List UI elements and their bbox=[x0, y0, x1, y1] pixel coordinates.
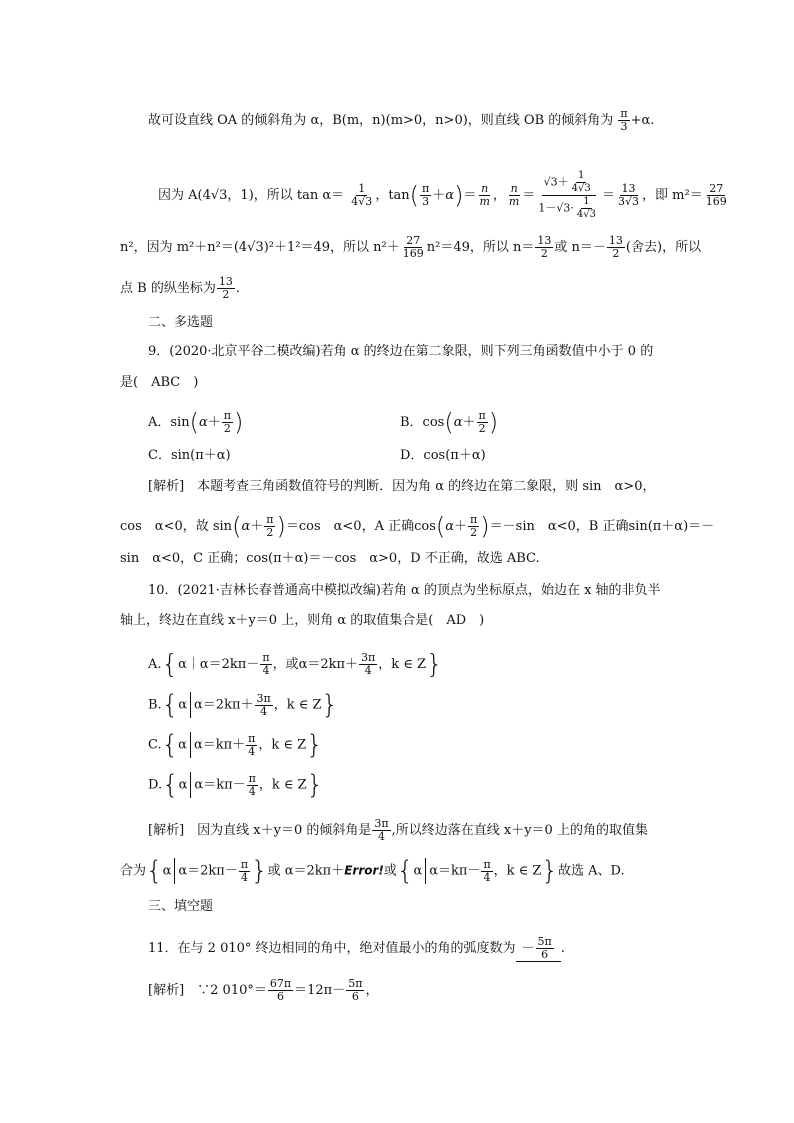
fraction: $\frac{13}{2}$ bbox=[218, 275, 233, 301]
q10-option-d: D.{α α＝kπ－ $\frac{\pi}{4}$ ，k ∈ Z} bbox=[148, 770, 324, 800]
fraction: $\frac{n}{m}$ bbox=[508, 182, 520, 208]
compound-fraction: √3＋ $\frac{1}{4√3}$ 1－√3· $\frac{1}{4√3}$ bbox=[538, 170, 596, 220]
paragraph-line: 因为 A(4√3，1)，所以 tan α＝ $\frac{1}{4√3}$ ，tan( $\frac{\pi}{3}$ ＋α)＝ $\frac{n}{m}$ ， $\frac{n}{m}$ ＝ √3＋ $\frac{1}{4√3}$ 1－√3· $\frac{1}{4√3}$ ＝ $\frac{13}{3√3}$ ，即 m²＝ $\frac{27}{169}$ bbox=[158, 170, 727, 220]
text: ，tan bbox=[375, 188, 410, 203]
fraction: $\frac{13}{3√3}$ bbox=[618, 182, 640, 208]
q10-solution-line2: 合为{α α＝2kπ－ $\frac{\pi}{4}$ }或 α＝2kπ＋Error!或{α α＝kπ－ $\frac{\pi}{4}$ ，k ∈ Z}故选 A、D. bbox=[120, 856, 625, 886]
option-a: A．sin(α＋ $\frac{\pi}{2}$ ) bbox=[148, 408, 244, 437]
fraction: $\frac{n}{m}$ bbox=[479, 182, 490, 208]
fraction: $\frac{1}{4√3}$ bbox=[351, 182, 373, 208]
text: 因为 A(4√3，1)，所以 tan α＝ bbox=[158, 188, 345, 203]
paragraph-line: 点 B 的纵坐标为 $\frac{13}{2}$ . bbox=[120, 275, 240, 301]
q9-solution-line3: sin α<0，C 正确；cos(π＋α)＝－cos α>0，D 不正确，故选 ABC. bbox=[120, 551, 540, 566]
paragraph-line bbox=[148, 108, 654, 133]
text: 故可设直线 OA 的倾斜角为 α，B(m，n)(m>0，n>0)，则直线 OB 的倾斜角为 bbox=[148, 113, 614, 128]
fraction: $\frac{27}{169}$ bbox=[402, 234, 424, 260]
q10-option-a: A.{α｜α＝2kπ－ $\frac{\pi}{4}$ ，或α＝2kπ＋ $\frac{3\pi}{4}$ ，k ∈ Z} bbox=[148, 649, 443, 680]
question-10-line1: 10．(2021·吉林长春普通高中模拟改编)若角 α 的顶点为坐标原点，始边在 x 轴的非负半 bbox=[148, 583, 661, 598]
question-9-line1: 9．(2020·北京平谷二模改编)若角 α 的终边在第二象限，则下列三角函数值中小于 0 的 bbox=[148, 344, 654, 359]
q9-solution-line1: [解析] 本题考查三角函数值符号的判断．因为角 α 的终边在第二象限，则 sin α>0， bbox=[148, 479, 656, 494]
error-marker: Error! bbox=[344, 863, 384, 878]
section-heading: 三、填空题 bbox=[148, 899, 214, 914]
answer-blank: － $\frac{5\pi}{6}$ bbox=[516, 936, 561, 962]
left-paren: ( bbox=[409, 181, 420, 210]
fraction: $\frac{13}{2}$ bbox=[537, 234, 552, 260]
option-c: C．sin(π＋α) bbox=[148, 448, 231, 463]
paragraph-line: n²，因为 m²＋n²＝(4√3)²＋1²＝49，所以 n²＋ $\frac{27}{169}$ n²＝49，所以 n＝ $\frac{13}{2}$ 或 n＝－ $\frac{13}{2}$ (舍去)，所以 bbox=[120, 234, 702, 260]
q9-solution-line2: cos α<0，故 sin(α＋ $\frac{\pi}{2}$ )＝cos α<0，A 正确cos(α＋ $\frac{\pi}{2}$ )＝－sin α<0，B 正确sin(π＋α)＝－ bbox=[120, 512, 715, 541]
right-paren: ) bbox=[454, 181, 464, 210]
q10-solution-line1: [解析] 因为直线 x＋y＝0 的倾斜角是 $\frac{3\pi}{4}$ ,所以终边落在直线 x＋y＝0 上的角的取值集 bbox=[148, 817, 648, 843]
option-b: B．cos(α＋ $\frac{\pi}{2}$ ) bbox=[400, 408, 499, 437]
question-9-line2: 是( ABC ) bbox=[120, 375, 199, 390]
q10-option-b: B.{α α＝2kπ＋ $\frac{3\pi}{4}$ ，k ∈ Z} bbox=[148, 690, 339, 720]
fraction: $\frac{27}{169}$ bbox=[705, 182, 727, 208]
q10-option-c: C.{α α＝kπ＋ $\frac{\pi}{4}$ ，k ∈ Z} bbox=[148, 730, 323, 760]
q11-solution: [解析] ∵2 010°＝ $\frac{67\pi}{6}$ ＝12π－ $\frac{5\pi}{6}$ ， bbox=[148, 977, 379, 1003]
question-10-line2: 轴上，终边在直线 x＋y＝0 上，则角 α 的取值集合是( AD ) bbox=[120, 613, 485, 628]
fraction: $\frac{13}{2}$ bbox=[608, 234, 623, 260]
fraction: $\frac{\pi}{3}$ bbox=[422, 182, 430, 208]
text: +α. bbox=[630, 113, 655, 128]
question-11: 11．在与 2 010° 终边相同的角中，绝对值最小的角的弧度数为 － $\frac{5\pi}{6}$ . bbox=[148, 935, 565, 961]
option-d: D．cos(π＋α) bbox=[400, 448, 486, 463]
fraction: $\frac{\pi}{3}$ bbox=[620, 107, 628, 133]
section-heading: 二、多选题 bbox=[148, 315, 214, 330]
